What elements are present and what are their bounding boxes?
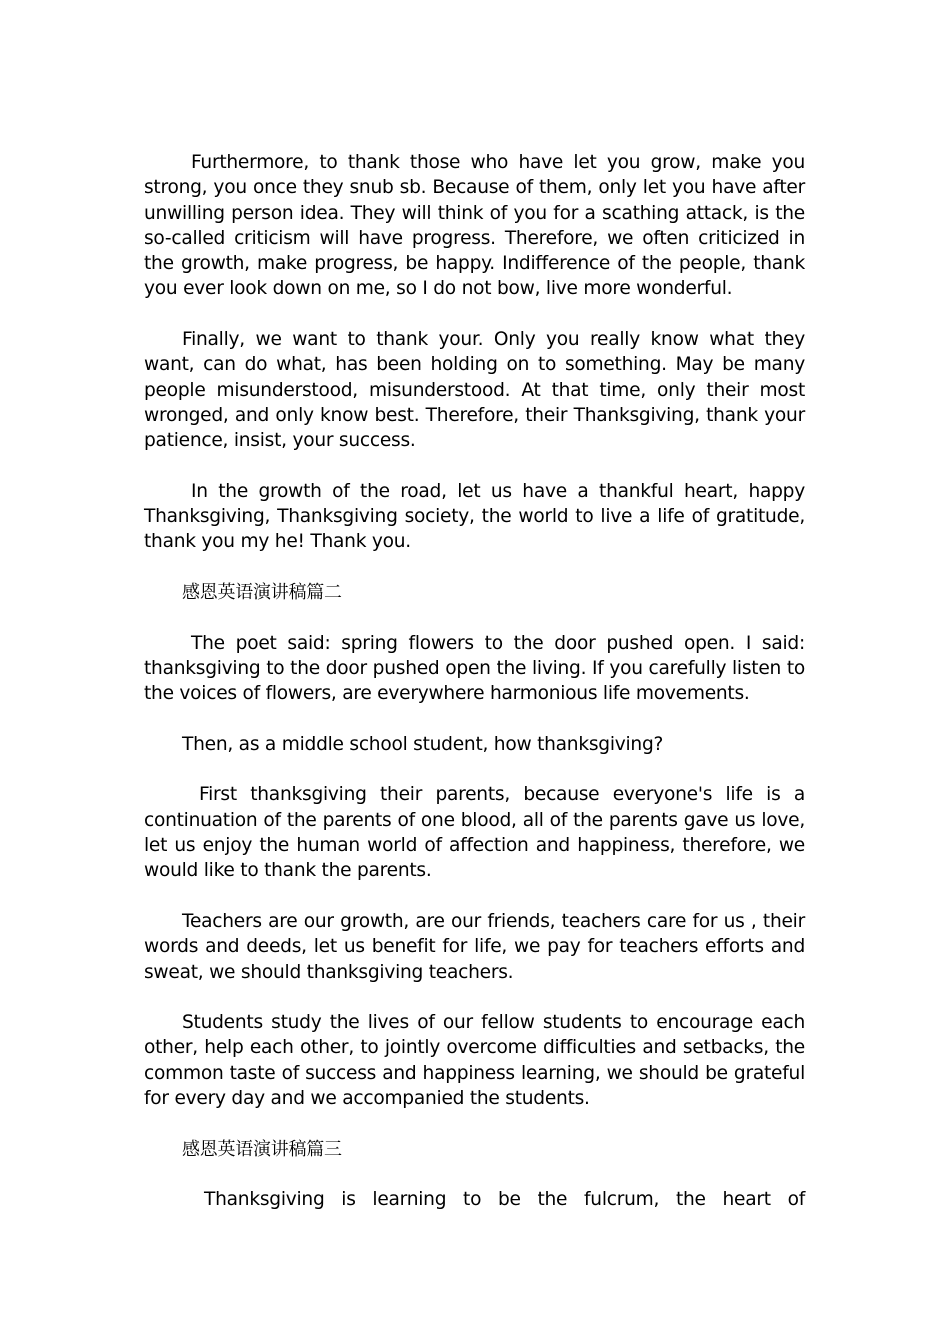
document-body	[144, 150, 805, 1238]
paragraph-parents: First thanksgiving their parents, because everyone's life is a continuation of the parents of one blood, all of the parents gave us love, let us enjoy the human world of affection and happiness, therefore, we would like to thank the parents.	[144, 784, 805, 882]
section-heading-2: 感恩英语演讲稿篇二	[182, 582, 342, 604]
paragraph-teachers: Teachers are our growth, are our friends, teachers care for us , their words and deeds, let us benefit for life, we pay for teachers efforts and sweat, we should thanksgiving teachers.	[144, 910, 805, 983]
paragraph-growth-road: In the growth of the road, let us have a thankful heart, happy Thanksgiving, Thanksgiving society, the world to live a life of gratitude, thank you my he! Thank you.	[144, 480, 805, 553]
section-heading-3: 感恩英语演讲稿篇三	[182, 1138, 342, 1160]
paragraph-furthermore: Furthermore, to thank those who have let you grow, make you strong, you once they snub sb. Because of them, only let you have after unwilling person idea. They will think of you for a scathing attack, is the so-called criticism will have progress. Therefore, we often criticized in the growth, make progress, be happy. Indifference of the people, thank you ever look down on me, so I do not bow, live more wonderful.	[144, 152, 805, 300]
paragraph-thanksgiving-fulcrum: Thanksgiving is learning to be the fulcrum, the heart of	[204, 1189, 805, 1211]
paragraph-middle-school: Then, as a middle school student, how thanksgiving?	[182, 733, 664, 755]
paragraph-students: Students study the lives of our fellow students to encourage each other, help each other, to jointly overcome difficulties and setbacks, the common taste of success and happiness learning, we should be grateful for every day and we accompanied the students.	[144, 1012, 805, 1109]
paragraph-poet: The poet said: spring flowers to the door pushed open. I said: thanksgiving to the door pushed open the living. If you carefully listen to the voices of flowers, are everywhere harmonious life movements.	[144, 632, 805, 705]
paragraph-finally: Finally, we want to thank your. Only you really know what they want, can do what, has been holding on to something. May be many people misunderstood, misunderstood. At that time, only their most wronged, and only know best. Therefore, their Thanksgiving, thank your patience, insist, your success.	[144, 329, 805, 452]
